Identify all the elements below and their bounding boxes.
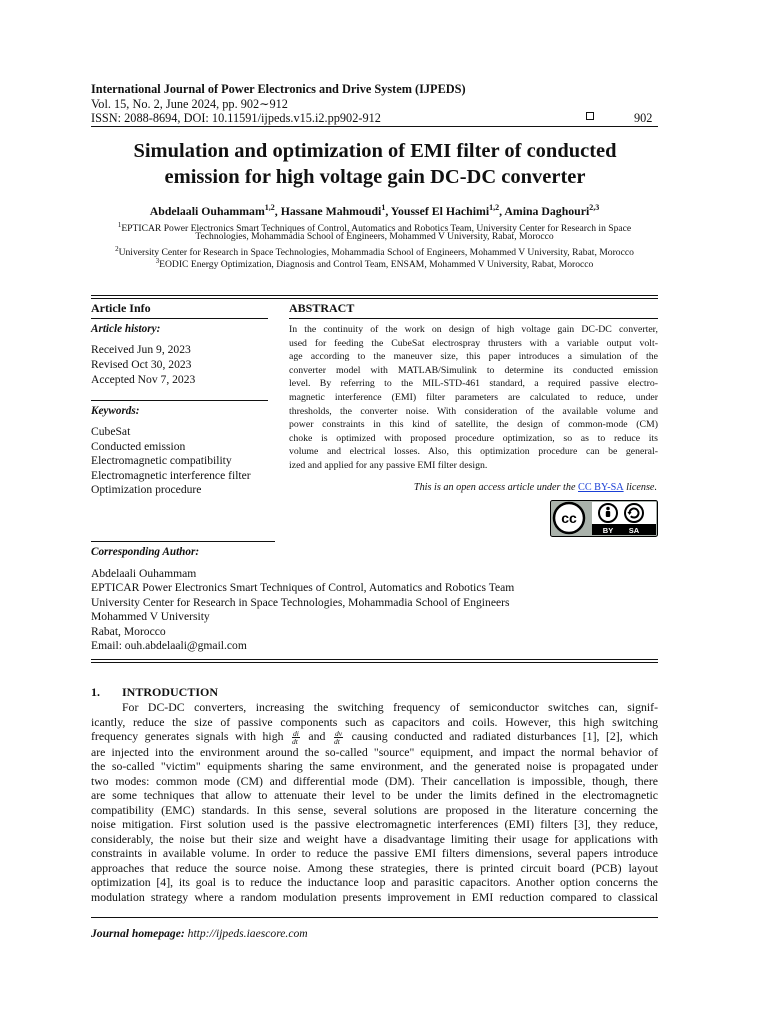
paragraph-line: approaches that reduce the source noise. Among these strategies, there is printed circuit board (PCB) layout [91, 860, 658, 875]
revised-date: Revised Oct 30, 2023 [91, 358, 192, 371]
issn-doi-line: ISSN: 2088-8694, DOI: 10.11591/ijpeds.v15.i2.pp902-912 [91, 111, 381, 125]
author-separator: , [274, 203, 281, 218]
paragraph-line: constraints in available volume. In order to reduce the passive EMI filters dimensions, several papers introduce [91, 846, 658, 861]
title-line-1: Simulation and optimization of EMI filter of conducted [133, 140, 617, 162]
abstract-line: thresholds, the converter noise. With consideration of the available volume and [289, 405, 658, 417]
corresponding-bottom-rule-1 [91, 659, 658, 660]
abstract-line: age according to the maneuver size, this paper introduces a simulation of the [289, 351, 658, 363]
abstract-line: magnetic interference (EMI) filter parameters are calculated to reduce, under [289, 391, 658, 403]
article-info-heading: Article Info [91, 301, 151, 315]
accepted-date: Accepted Nov 7, 2023 [91, 373, 196, 386]
keywords-heading: Keywords: [91, 405, 140, 417]
by-label: BY [602, 526, 614, 535]
paper-title [70, 138, 680, 190]
abstract-line: In the continuity of the work on design of high voltage gain DC-DC converter, [289, 324, 658, 335]
paragraph-line: modulation strategy where a random modulation presents improvement in EMI reduction compared to classical [91, 889, 658, 904]
paragraph-line: compatibility (EMC) standards. In this sense, several solutions are proposed in the literature concerning the [91, 802, 658, 817]
corresponding-name: Abdelaali Ouhammam [91, 567, 197, 580]
article-info-rule [91, 318, 268, 319]
affiliation-1-cont [91, 231, 658, 243]
open-access-text: This is an open access article under the [413, 482, 579, 493]
fraction-denominator: dt [334, 736, 340, 746]
paragraph-line: considerably, the noise but their size and weight have a disadvantage limiting their usage for applications with [91, 831, 658, 846]
title-line-2: emission for high voltage gain DC-DC converter [164, 166, 586, 188]
paragraph-line: two modes: common mode (CM) and differential mode (DM). Their cancellation is impossible, though, there [91, 773, 658, 788]
received-date: Received Jun 9, 2023 [91, 343, 191, 356]
section-title: INTRODUCTION [122, 685, 219, 699]
abstract-line: volume and electrical losses. Also, this optimization procedure can be general- [289, 446, 658, 458]
open-access-suffix: license. [623, 482, 657, 493]
author-affiliation-mark: 1 [381, 203, 386, 212]
author-affiliation-mark: 1,2 [264, 203, 275, 212]
keyword-item: Electromagnetic interference filter [91, 469, 251, 482]
article-history-heading: Article history: [91, 323, 161, 335]
share-alike-icon [625, 504, 643, 522]
author-name: Abdelaali Ouhammam [149, 203, 265, 218]
author-affiliation-mark: 1,2 [489, 203, 500, 212]
corresponding-center: University Center for Research in Space Technologies, Mohammadia School of Engineers [91, 596, 510, 609]
author-name: Youssef El Hachimi [390, 203, 490, 218]
abstract-line: converter model with MATLAB/Simulink to determine its conducted emission [289, 364, 658, 376]
section-heading [91, 685, 218, 700]
corresponding-rule [91, 541, 275, 542]
homepage-link[interactable]: http://ijpeds.iaescore.com [187, 927, 308, 940]
abstract-rule [289, 318, 658, 319]
corresponding-team: EPTICAR Power Electronics Smart Techniques of Control, Automatics and Robotics Team [91, 581, 515, 594]
abstract-line: power constraints in this kind of satellite, the design of common-mode (CM) [289, 419, 658, 431]
text-run: and [308, 729, 326, 743]
volume-line: Vol. 15, No. 2, June 2024, pp. 902∼912 [91, 97, 288, 111]
open-access-notice [289, 482, 657, 493]
fraction-numerator: di [293, 728, 299, 738]
keyword-item: CubeSat [91, 425, 131, 438]
cc-by-sa-link[interactable]: CC BY-SA [578, 482, 624, 493]
cc-letters: cc [561, 510, 577, 526]
square-symbol-icon [586, 112, 594, 120]
paragraph-line: are some techniques that allow to attenuate their level to be under the limits defined in the electromagnetic [91, 788, 658, 803]
abstract-line: used for feeding the CubeSat electrospray thrusters with a variable output volt- [289, 337, 658, 349]
affiliation-mark: 3 [155, 257, 160, 265]
page-number: 902 [634, 111, 653, 125]
affiliation-text: Technologies, Mohammadia School of Engineers, Mohammed V University, Rabat, Morocco [195, 231, 554, 242]
fraction-numerator: dv [335, 728, 343, 738]
abstract-line: level. By referring to the MIL-STD-461 standard, a required passive electro- [289, 378, 658, 390]
paragraph-line-with-math [91, 729, 658, 745]
paragraph-line: the so-called "victim" equipments sharing the same environment, and the generated noise is propagated under [91, 759, 658, 774]
paragraph-line: optimization [4], its goal is to reduce the inductance loop and parasitic capacitors. Another option concerns the [91, 875, 658, 890]
author-separator: , [385, 203, 391, 218]
text-run: frequency generates signals with high [91, 729, 284, 743]
author-list [91, 203, 658, 219]
keyword-item: Electromagnetic compatibility [91, 454, 232, 467]
abstract-heading: ABSTRACT [289, 301, 355, 315]
dv-dt-fraction [334, 730, 343, 745]
affiliation-text: University Center for Research in Space Technologies, Mohammadia School of Engineers, Mohammed V University, Rabat, Morocco [118, 247, 634, 259]
keyword-item: Conducted emission [91, 440, 186, 453]
paragraph-line: are injected into the environment around the so-called "source" equipment, and impact the normal behavior of [91, 744, 658, 759]
affiliation-mark: 1 [117, 221, 122, 229]
corresponding-email: Email: ouh.abdelaali@gmail.com [91, 639, 247, 652]
abstract-body [289, 323, 658, 473]
fraction-denominator: dt [292, 736, 298, 746]
affiliation-mark: 2 [115, 245, 119, 253]
sa-label: SA [628, 526, 640, 535]
author-name: Hassane Mahmoudi [280, 203, 382, 218]
header-rule [91, 126, 658, 127]
info-top-rule-2 [91, 298, 658, 299]
info-top-rule-1 [91, 295, 658, 296]
author-affiliation-mark: 2,3 [589, 203, 600, 212]
author-separator: , [499, 203, 505, 218]
homepage-label: Journal homepage: [91, 927, 185, 940]
footer-rule [91, 917, 658, 918]
di-dt-fraction [292, 730, 300, 745]
journal-homepage [91, 927, 308, 940]
text-run: causing conducted and radiated disturbances [1], [2], which [351, 729, 659, 743]
keywords-rule [91, 400, 268, 401]
journal-name: International Journal of Power Electronics and Drive System (IJPEDS) [91, 82, 466, 96]
paragraph-line: noise mitigation. First solution used is the passive electromagnetic interferences (EMI) filters [3], they reduce, [91, 817, 658, 832]
abstract-line: ized and applied for any passive EMI filter design. [289, 459, 488, 471]
abstract-line: choke is optimized with proposed procedure optimization, so as to reduce its [289, 432, 658, 444]
paragraph-line: icantly, reduce the size of passive components such as capacitors and coils. However, this high switching [91, 714, 658, 729]
author-name: Amina Daghouri [504, 203, 590, 218]
corresponding-bottom-rule-2 [91, 662, 658, 663]
keyword-item: Optimization procedure [91, 483, 202, 496]
corresponding-city: Rabat, Morocco [91, 625, 166, 638]
affiliation-text: EPTICAR Power Electronics Smart Techniques of Control, Automatics and Robotics Team, University Center for Research in Space [121, 223, 632, 235]
corresponding-university: Mohammed V University [91, 610, 210, 623]
paragraph-line: For DC-DC converters, increasing the switching frequency of semiconductor switches can, signif- [122, 700, 658, 714]
introduction-paragraph [91, 700, 658, 904]
section-number: 1. [91, 685, 100, 699]
affiliation-3 [91, 255, 658, 271]
corresponding-author-heading: Corresponding Author: [91, 546, 200, 558]
cc-by-sa-badge-icon[interactable] [550, 500, 658, 537]
affiliation-text: EODIC Energy Optimization, Diagnosis and Control Team, ENSAM, Mohammed V University, Rabat, Morocco [159, 259, 594, 271]
